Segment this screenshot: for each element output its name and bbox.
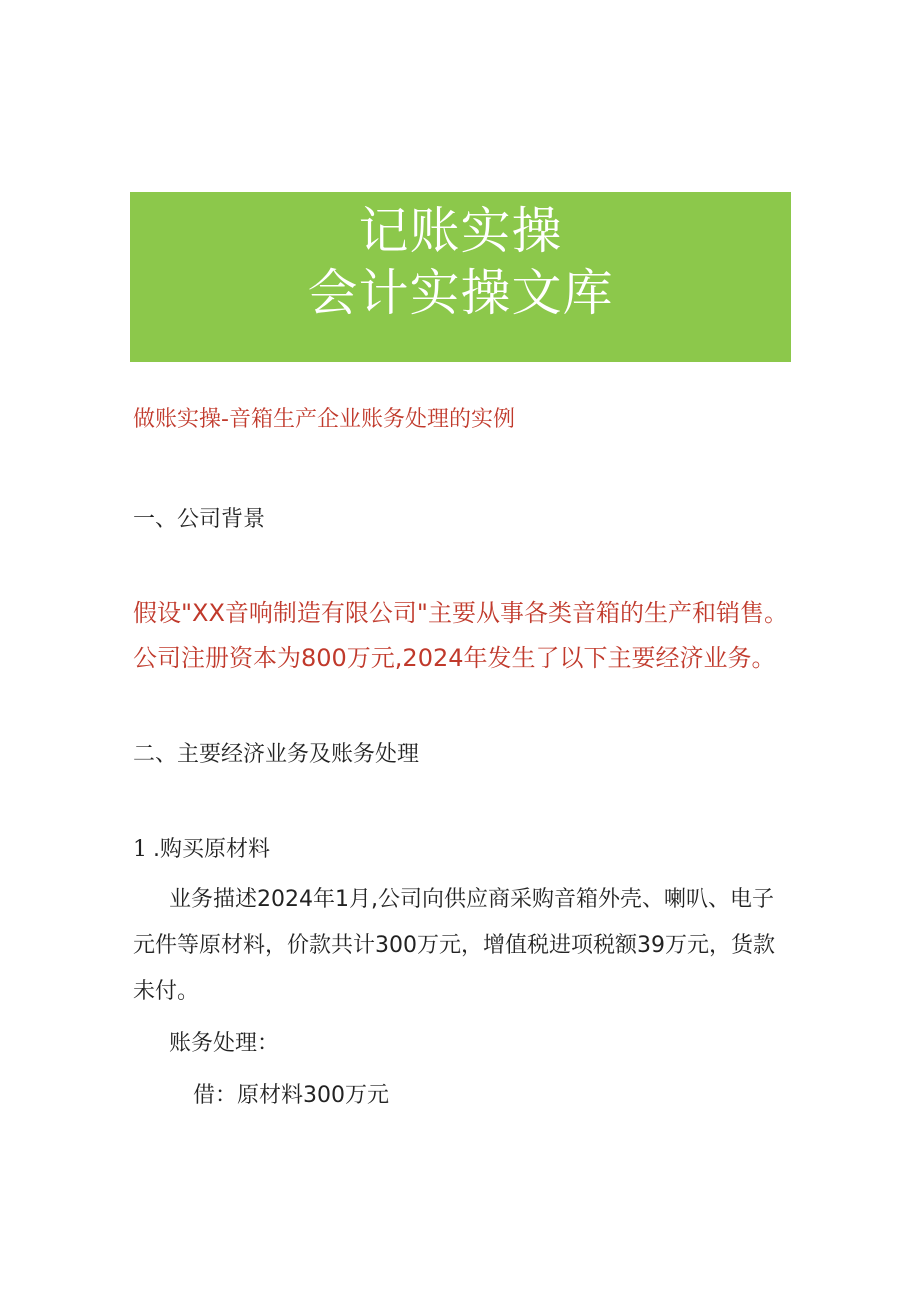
business-description-paragraph: 业务描述2024年1月,公司向供应商采购音箱外壳、喇叭、电子元件等原材料，价款共计300万元，增值税进项税额39万元，货款未付。 bbox=[133, 887, 775, 1004]
item-title-text: .购买原材料 bbox=[153, 837, 270, 862]
item-number: 1 bbox=[133, 837, 147, 862]
section-heading-company-background: 一、公司背景 bbox=[133, 507, 266, 532]
section-heading-main-business: 二、主要经济业务及账务处理 bbox=[133, 742, 420, 767]
item-heading-purchase-materials bbox=[133, 832, 270, 863]
debit-entry-line: 借：原材料300万元 bbox=[193, 1083, 389, 1108]
company-intro-paragraph: 假设"XX音响制造有限公司"主要从事各类音箱的生产和销售。公司注册资本为800万元,2024年发生了以下主要经济业务。 bbox=[133, 599, 788, 672]
header-banner bbox=[130, 192, 791, 362]
accounting-label: 账务处理： bbox=[169, 1031, 280, 1056]
banner-title-line1: 记账实操 bbox=[358, 202, 563, 260]
document-title: 做账实操-音箱生产企业账务处理的实例 bbox=[133, 407, 515, 432]
banner-title-line2: 会计实操文库 bbox=[307, 264, 614, 322]
